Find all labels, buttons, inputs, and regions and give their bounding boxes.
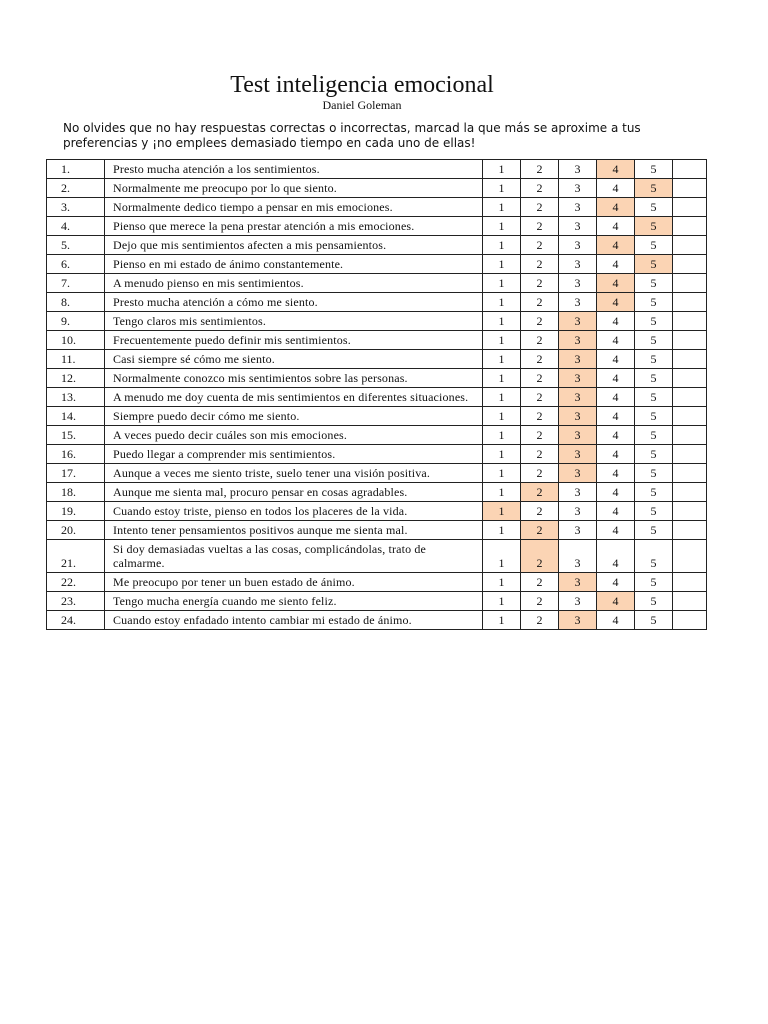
questionnaire-table [46,159,707,630]
empty-cell [673,217,707,236]
answer-option-4[interactable]: 4 [597,274,635,293]
answer-option-5[interactable]: 5 [635,255,673,274]
empty-cell [673,521,707,540]
answer-option-5[interactable]: 5 [635,312,673,331]
question-row [47,521,707,540]
question-text: Pienso que merece la pena prestar atención a mis emociones. [105,217,483,236]
answer-option-1[interactable]: 1 [483,293,521,312]
answer-option-1[interactable]: 1 [483,198,521,217]
empty-cell [673,350,707,369]
answer-option-1[interactable]: 1 [483,179,521,198]
question-text: A menudo me doy cuenta de mis sentimientos en diferentes situaciones. [105,388,483,407]
answer-option-1[interactable]: 1 [483,255,521,274]
question-number: 19. [47,502,105,521]
answer-option-5[interactable]: 5 [635,573,673,592]
empty-cell [673,464,707,483]
question-number: 7. [47,274,105,293]
answer-option-4[interactable]: 4 [597,350,635,369]
answer-option-2[interactable]: 2 [521,312,559,331]
answer-option-1[interactable]: 1 [483,312,521,331]
answer-option-1[interactable]: 1 [483,388,521,407]
question-text: Casi siempre sé cómo me siento. [105,350,483,369]
answer-option-1[interactable]: 1 [483,573,521,592]
empty-cell [673,293,707,312]
answer-option-4[interactable]: 4 [597,255,635,274]
answer-option-2[interactable]: 2 [521,464,559,483]
question-text: Tengo claros mis sentimientos. [105,312,483,331]
answer-option-3[interactable]: 3 [559,426,597,445]
empty-cell [673,573,707,592]
question-number: 2. [47,179,105,198]
answer-option-2[interactable]: 2 [521,293,559,312]
question-number: 3. [47,198,105,217]
answer-option-5[interactable]: 5 [635,350,673,369]
question-row [47,426,707,445]
answer-option-3[interactable]: 3 [559,407,597,426]
question-number: 24. [47,611,105,630]
question-row [47,483,707,502]
answer-option-3[interactable]: 3 [559,198,597,217]
answer-option-3[interactable]: 3 [559,217,597,236]
empty-cell [673,160,707,179]
answer-option-5[interactable]: 5 [635,217,673,236]
answer-option-3[interactable]: 3 [559,331,597,350]
empty-cell [673,592,707,611]
answer-option-4[interactable]: 4 [597,160,635,179]
empty-cell [673,331,707,350]
question-row [47,350,707,369]
answer-option-4[interactable]: 4 [597,312,635,331]
answer-option-5[interactable]: 5 [635,407,673,426]
answer-option-3[interactable]: 3 [559,611,597,630]
question-text: Me preocupo por tener un buen estado de ánimo. [105,573,483,592]
answer-option-5[interactable]: 5 [635,592,673,611]
answer-option-1[interactable]: 1 [483,369,521,388]
question-row [47,236,707,255]
answer-option-3[interactable]: 3 [559,369,597,388]
question-number: 22. [47,573,105,592]
answer-option-5[interactable]: 5 [635,426,673,445]
question-number: 15. [47,426,105,445]
answer-option-4[interactable]: 4 [597,236,635,255]
question-row [47,464,707,483]
question-number: 8. [47,293,105,312]
question-text: Si doy demasiadas vueltas a las cosas, complicándolas, trato de calmarme. [105,540,483,573]
question-row [47,255,707,274]
question-row [47,388,707,407]
empty-cell [673,179,707,198]
answer-option-1[interactable]: 1 [483,407,521,426]
question-number: 1. [47,160,105,179]
question-text: Aunque a veces me siento triste, suelo tener una visión positiva. [105,464,483,483]
answer-option-3[interactable]: 3 [559,236,597,255]
answer-option-4[interactable]: 4 [597,573,635,592]
answer-option-5[interactable]: 5 [635,540,673,573]
question-row [47,407,707,426]
question-row [47,331,707,350]
question-text: Aunque me sienta mal, procuro pensar en cosas agradables. [105,483,483,502]
question-number: 18. [47,483,105,502]
question-text: Pienso en mi estado de ánimo constantemente. [105,255,483,274]
answer-option-5[interactable]: 5 [635,445,673,464]
answer-option-4[interactable]: 4 [597,293,635,312]
answer-option-3[interactable]: 3 [559,592,597,611]
answer-option-3[interactable]: 3 [559,274,597,293]
question-text: Dejo que mis sentimientos afecten a mis pensamientos. [105,236,483,255]
answer-option-2[interactable]: 2 [521,255,559,274]
empty-cell [673,198,707,217]
answer-option-1[interactable]: 1 [483,426,521,445]
answer-option-4[interactable]: 4 [597,426,635,445]
empty-cell [673,407,707,426]
answer-option-2[interactable]: 2 [521,540,559,573]
answer-option-5[interactable]: 5 [635,198,673,217]
empty-cell [673,255,707,274]
question-row [47,217,707,236]
answer-option-5[interactable]: 5 [635,160,673,179]
answer-option-5[interactable]: 5 [635,464,673,483]
answer-option-2[interactable]: 2 [521,369,559,388]
answer-option-5[interactable]: 5 [635,331,673,350]
empty-cell [673,540,707,573]
answer-option-5[interactable]: 5 [635,179,673,198]
question-number: 10. [47,331,105,350]
question-text: A menudo pienso en mis sentimientos. [105,274,483,293]
answer-option-3[interactable]: 3 [559,255,597,274]
answer-option-4[interactable]: 4 [597,388,635,407]
question-number: 14. [47,407,105,426]
answer-option-4[interactable]: 4 [597,592,635,611]
answer-option-1[interactable]: 1 [483,445,521,464]
empty-cell [673,502,707,521]
answer-option-5[interactable]: 5 [635,293,673,312]
question-number: 5. [47,236,105,255]
answer-option-4[interactable]: 4 [597,464,635,483]
answer-option-2[interactable]: 2 [521,426,559,445]
answer-option-3[interactable]: 3 [559,573,597,592]
answer-option-4[interactable]: 4 [597,611,635,630]
question-text: Normalmente dedico tiempo a pensar en mis emociones. [105,198,483,217]
answer-option-5[interactable]: 5 [635,388,673,407]
question-row [47,611,707,630]
empty-cell [673,312,707,331]
answer-option-2[interactable]: 2 [521,217,559,236]
answer-option-4[interactable]: 4 [597,179,635,198]
answer-option-2[interactable]: 2 [521,350,559,369]
answer-option-3[interactable]: 3 [559,179,597,198]
question-row [47,573,707,592]
question-number: 16. [47,445,105,464]
answer-option-4[interactable]: 4 [597,369,635,388]
question-number: 20. [47,521,105,540]
question-row [47,540,707,573]
empty-cell [673,388,707,407]
answer-option-3[interactable]: 3 [559,502,597,521]
question-number: 11. [47,350,105,369]
question-text: Normalmente conozco mis sentimientos sobre las personas. [105,369,483,388]
question-number: 17. [47,464,105,483]
answer-option-3[interactable]: 3 [559,160,597,179]
answer-option-1[interactable]: 1 [483,521,521,540]
question-row [47,592,707,611]
question-number: 21. [47,540,105,573]
answer-option-2[interactable]: 2 [521,274,559,293]
question-text: Presto mucha atención a los sentimientos. [105,160,483,179]
empty-cell [673,483,707,502]
answer-option-4[interactable]: 4 [597,407,635,426]
answer-option-1[interactable]: 1 [483,611,521,630]
answer-option-1[interactable]: 1 [483,217,521,236]
answer-option-3[interactable]: 3 [559,445,597,464]
instructions-text: No olvides que no hay respuestas correctas o incorrectas, marcad la que más se aproxime a tus preferencias y ¡no emplees demasiado tiempo en cada uno de ellas! [63,121,641,150]
answer-option-2[interactable]: 2 [521,236,559,255]
question-text: Cuando estoy triste, pienso en todos los placeres de la vida. [105,502,483,521]
answer-option-5[interactable]: 5 [635,502,673,521]
question-row [47,293,707,312]
question-number: 12. [47,369,105,388]
answer-option-2[interactable]: 2 [521,502,559,521]
question-number: 6. [47,255,105,274]
answer-option-4[interactable]: 4 [597,521,635,540]
question-text: Siempre puedo decir cómo me siento. [105,407,483,426]
question-row [47,445,707,464]
question-number: 23. [47,592,105,611]
answer-option-1[interactable]: 1 [483,483,521,502]
question-text: Puedo llegar a comprender mis sentimientos. [105,445,483,464]
answer-option-3[interactable]: 3 [559,293,597,312]
answer-option-2[interactable]: 2 [521,521,559,540]
answer-option-2[interactable]: 2 [521,198,559,217]
empty-cell [673,426,707,445]
answer-option-1[interactable]: 1 [483,502,521,521]
answer-option-1[interactable]: 1 [483,464,521,483]
answer-option-2[interactable]: 2 [521,483,559,502]
question-text: Frecuentemente puedo definir mis sentimientos. [105,331,483,350]
question-number: 13. [47,388,105,407]
question-text: Cuando estoy enfadado intento cambiar mi estado de ánimo. [105,611,483,630]
question-text: Intento tener pensamientos positivos aunque me sienta mal. [105,521,483,540]
page-title: Test inteligencia emocional [230,72,494,98]
question-row [47,369,707,388]
question-text: Normalmente me preocupo por lo que siento. [105,179,483,198]
answer-option-3[interactable]: 3 [559,388,597,407]
question-row [47,160,707,179]
answer-option-1[interactable]: 1 [483,160,521,179]
question-row [47,312,707,331]
answer-option-1[interactable]: 1 [483,236,521,255]
answer-option-3[interactable]: 3 [559,464,597,483]
answer-option-4[interactable]: 4 [597,331,635,350]
answer-option-3[interactable]: 3 [559,312,597,331]
answer-option-4[interactable]: 4 [597,483,635,502]
answer-option-4[interactable]: 4 [597,502,635,521]
answer-option-1[interactable]: 1 [483,274,521,293]
question-row [47,274,707,293]
question-text: Tengo mucha energía cuando me siento feliz. [105,592,483,611]
answer-option-5[interactable]: 5 [635,369,673,388]
author-name: Daniel Goleman [322,98,402,112]
empty-cell [673,445,707,464]
empty-cell [673,274,707,293]
answer-option-4[interactable]: 4 [597,540,635,573]
answer-option-2[interactable]: 2 [521,573,559,592]
answer-option-3[interactable]: 3 [559,483,597,502]
answer-option-4[interactable]: 4 [597,198,635,217]
question-text: Presto mucha atención a cómo me siento. [105,293,483,312]
answer-option-1[interactable]: 1 [483,540,521,573]
question-text: A veces puedo decir cuáles son mis emociones. [105,426,483,445]
answer-option-3[interactable]: 3 [559,521,597,540]
question-number: 4. [47,217,105,236]
answer-option-2[interactable]: 2 [521,160,559,179]
answer-option-2[interactable]: 2 [521,592,559,611]
answer-option-5[interactable]: 5 [635,483,673,502]
answer-option-5[interactable]: 5 [635,611,673,630]
answer-option-1[interactable]: 1 [483,592,521,611]
answer-option-1[interactable]: 1 [483,350,521,369]
question-row [47,198,707,217]
answer-option-2[interactable]: 2 [521,445,559,464]
answer-option-1[interactable]: 1 [483,331,521,350]
answer-option-2[interactable]: 2 [521,407,559,426]
answer-option-2[interactable]: 2 [521,611,559,630]
empty-cell [673,369,707,388]
answer-option-3[interactable]: 3 [559,540,597,573]
answer-option-2[interactable]: 2 [521,331,559,350]
question-row [47,179,707,198]
empty-cell [673,611,707,630]
answer-option-2[interactable]: 2 [521,388,559,407]
question-number: 9. [47,312,105,331]
answer-option-4[interactable]: 4 [597,217,635,236]
answer-option-3[interactable]: 3 [559,350,597,369]
question-rows [47,160,707,630]
answer-option-5[interactable]: 5 [635,521,673,540]
answer-option-5[interactable]: 5 [635,274,673,293]
answer-option-2[interactable]: 2 [521,179,559,198]
answer-option-5[interactable]: 5 [635,236,673,255]
question-row [47,502,707,521]
empty-cell [673,236,707,255]
answer-option-4[interactable]: 4 [597,445,635,464]
